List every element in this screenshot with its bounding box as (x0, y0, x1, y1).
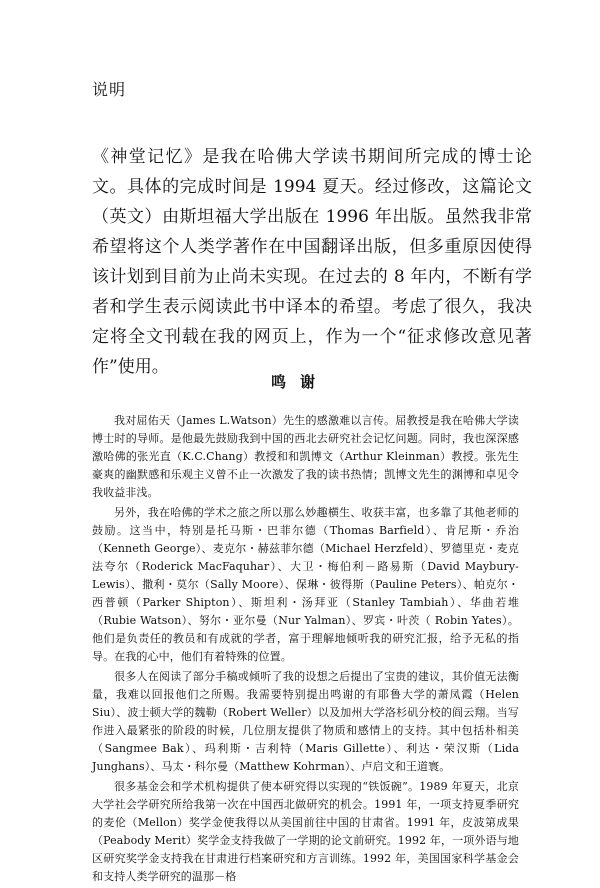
ack-paragraph-1: 我对屈佑天（James L.Watson）先生的感激难以言传。屈教授是我在哈佛大学读博士时的导师。是他最先鼓励我到中国的西北去研究社会记忆问题。同时，我也深深感激哈佛的张光直（K.C.Chang）教授和和凯博文（Arthur Kleinman）教授。张先生豪爽的幽默感和乐观主义曾不止一次激发了我的读书热情；凯博文先生的渊博和卓见令我收益非浅。 (92, 414, 519, 499)
intro-paragraph: 《神堂记忆》是我在哈佛大学读书期间所完成的博士论文。具体的完成时间是 1994 夏天。经过修改，这篇论文（英文）由斯坦福大学出版在 1996 年出版。虽然我非常希望将这个人类学著作在中国翻译出版，但多重原因使得该计划到目前为止尚未实现。在过去的 8 年内，不断有学者和学生表示阅读此书中译本的希望。考虑了很久，我决定将全文刊载在我的网页上，作为一个“征求修改意见著作”使用。 (92, 147, 532, 377)
acknowledgements-body (92, 412, 519, 888)
ack-paragraph-2: 另外，我在哈佛的学术之旅之所以那么妙趣横生、收获丰富，也多靠了其他老师的鼓励。这当中，特别是托马斯・巴菲尔德（Thomas Barfield）、肯尼斯・乔治（Kenneth George）、麦克尔・赫兹菲尔德（Michael Herzfeld）、罗德里克・麦克法夸尔（Roderick MacFaquhar）、大卫・梅伯利－路易斯（David Maybury-Lewis）、撒利・莫尔（Sally Moore）、保琳・彼得斯（Pauline Peters）、帕克尔・西普顿（Parker Shipton）、斯坦利・汤拜亚（Stanley Tambiah）、华曲若堆（Rubie Watson）、努尔・亚尔曼（Nur Yalman）、罗宾・叶茨（ Robin Yates）。他们是负责任的教员和有成就的学者，富于理解地倾听我的研究汇报，给予无私的指导。在我的心中，他们有着特殊的位置。 (92, 506, 519, 663)
ack-paragraph-4: 很多基金会和学术机构提供了使本研究得以实现的“铁饭碗”。1989 年夏天，北京大学社会学研究所给我第一次在中国西北做研究的机会。1991 年，一项支持夏季研究的麦伦（Mellon）奖学金使我得以从美国前往中国的甘肃省。1991 年，皮波第成果（Peabody Merit）奖学金支持我做了一学期的论文前研究。1992 年，一项外语与地区研究奖学金支持我在甘肃进行档案研究和方言训练。1992 年，美国国家科学基金会和支持人类学研究的温那－格 (92, 780, 519, 883)
acknowledgements-heading: 鸣谢 (270, 373, 329, 391)
ack-paragraph-3: 很多人在阅读了部分手稿或倾听了我的设想之后提出了宝贵的建议，其价值无法衡量，我难以回报他们之所赐。我需要特别提出鸣谢的有耶鲁大学的萧凤霞（Helen Siu）、波士顿大学的魏勒（Robert Weller）以及加州大学洛杉矶分校的阎云翔。当写作进入最紧张的阶段的时候，几位朋友提供了物质和感情上的支持。其中包括朴相美（Sangmee Bak）、玛利斯・吉利特（Maris Gillette）、利达・荣汉斯（Lida Junghans）、马太・科尔曼（Matthew Kohrman）、卢启文和王道寰。 (92, 670, 519, 773)
section-title: 说明 (92, 80, 127, 99)
